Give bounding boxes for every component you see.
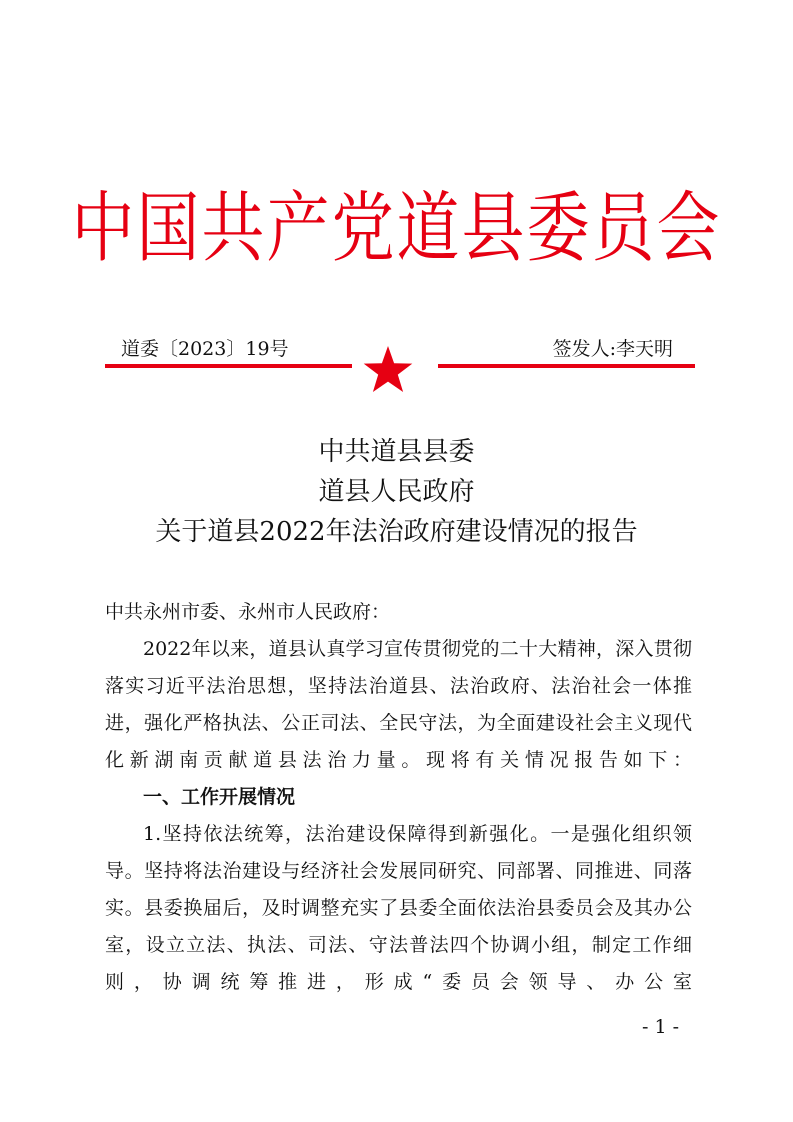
masthead-title: 中国共产党道县委员会 <box>71 183 722 273</box>
title-line-2: 道县人民政府 <box>318 477 475 507</box>
red-star-icon <box>362 345 414 393</box>
title-line-3: 关于道县2022年法治政府建设情况的报告 <box>155 517 638 547</box>
salutation: 中共永州市委、永州市人民政府： <box>105 601 391 623</box>
signer: 签发人:李天明 <box>552 338 673 360</box>
title-line-1: 中共道县县委 <box>318 437 475 467</box>
red-rule-left <box>105 364 352 368</box>
paragraph-intro: 2022年以来，道县认真学习宣传贯彻党的二十大精神，深入贯彻落实习近平法治思想，坚持法治道县、法治政府、法治社会一体推进，强化严格执法、公正司法、全民守法，为全面建设社会主义现代化新湖南贡献道县法治力量。现将有关情况报告如下： <box>105 638 692 771</box>
paragraph-section-1: 1.坚持依法统筹，法治建设保障得到新强化。一是强化组织领导。坚持将法治建设与经济社会发展同研究、同部署、同推进、同落实。县委换届后，及时调整充实了县委全面依法治县委员会及其办公室，设立立法、执法、司法、守法普法四个协调小组，制定工作细则，协调统筹推进，形成“委员会领导、办公室 <box>105 823 692 993</box>
page-number: - 1 - <box>641 1016 679 1038</box>
section-heading: 一、工作开展情况 <box>143 786 296 808</box>
document-number: 道委〔2023〕19号 <box>121 338 289 360</box>
red-rule-right <box>438 364 695 368</box>
